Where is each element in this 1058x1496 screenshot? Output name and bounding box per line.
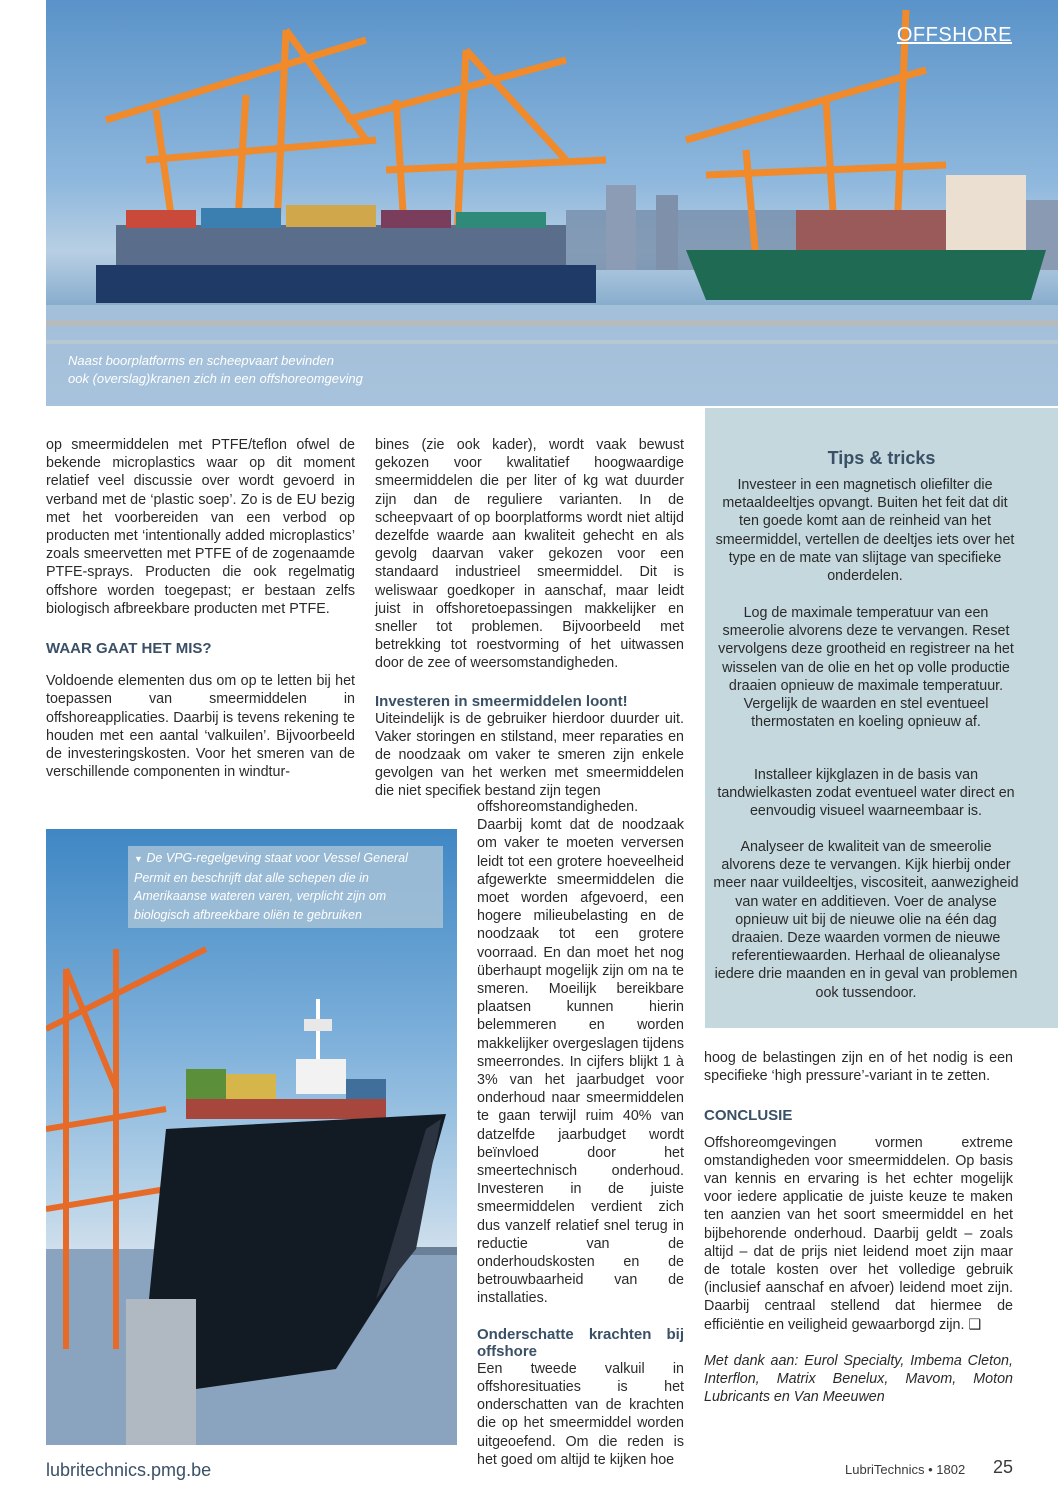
tips-title: Tips & tricks: [827, 448, 936, 468]
hero-caption-line: Naast boorplatforms en scheepvaart bevinden: [68, 353, 334, 368]
column-1: [46, 436, 355, 781]
caret-down-icon: ▼: [134, 854, 143, 864]
tips-box: [705, 408, 1058, 1028]
subheading: Onderschatte krachten bij offshore: [477, 1325, 684, 1360]
hero-caption-line: ook (overslag)kranen zich in een offshoreomgeving: [68, 371, 363, 386]
tip-item: Log de maximale temperatuur van een smeerolie alvorens deze te vervangen. Reset vervolgens deze grootheid en registreer na het wisselen van de olie en het op volle productie draaien opnieuw de maximale temperatuur. Vergelijk de waarden en stel eventueel thermostaten en koeling opnieuw af.: [718, 605, 1014, 731]
footer-url[interactable]: lubritechnics.pmg.be: [46, 1460, 212, 1480]
subheading: Investeren in smeermiddelen loont!: [375, 692, 628, 710]
body-paragraph: Voldoende elementen dus om op te letten bij het toepassen van smeermiddelen in offshoreapplicaties. Daarbij is tevens rekening te houden met een aantal ‘valkuilen’. Bijvoorbeeld de investeringskosten. Voor het smeren van de verschillende componenten in windtur-: [46, 673, 355, 781]
section-label: OFFSHORE: [896, 24, 1012, 46]
body-paragraph: Een tweede valkuil in offshoresituaties is het onderschatten van de krachten die op het smeermiddel worden uitgeoefend. Om die reden is het goed om altijd te kijken hoe: [477, 1360, 684, 1468]
end-mark-icon: ❑: [968, 1316, 982, 1333]
body-paragraph: bines (zie ook kader), wordt vaak bewust gekozen voor kwalitatief hoogwaardige smeermiddelen die per liter of kg wat duurder zijn dan de reguliere varianten. In de scheepvaart of op boorplatforms wordt niet altijd dezelfde waarde aan kwaliteit gehecht en als gevolg daarvan vaker gekozen voor een standaard industrieel smeermiddel. Dit is weliswaar goedkoper in aanschaf, maar leidt juist in offshoretoepassingen makkelijker en sneller tot problemen. Bijvoorbeeld met betrekking tot roestvorming of het uitwassen door de zee of weersomstandigheden.: [375, 437, 684, 672]
tip-item: Installeer kijkglazen in de basis van tandwielkasten zodat eventueel water direct en eenvoudig visueel waarneembaar is.: [717, 767, 1015, 820]
body-paragraph: hoog de belastingen zijn en of het nodig is een specifieke ‘high pressure’-variant in te zetten.: [704, 1050, 1013, 1085]
body-paragraph: [704, 1134, 1013, 1334]
body-paragraph: Uiteindelijk is de gebruiker hierdoor duurder uit. Vaker storingen en stilstand, meer reparaties en de noodzaak om vaker te smeren zijn enkele gevolgen van het werken met smeermiddelen die niet specifiek bestand zijn tegen: [375, 710, 684, 800]
column-2: [375, 436, 684, 801]
ship-photo: [46, 829, 457, 1445]
hero-photo: [46, 0, 1058, 406]
ship-caption: [134, 849, 436, 924]
tip-item: Analyseer de kwaliteit van de smeerolie alvorens deze te vervangen. Kijk hierbij onder meer naar vuildeeltjes, viscositeit, aanwezigheid van water en additieven. Voer de analyse opnieuw uit bij de nieuwe olie na één dag draaien. Deze waarden vormen de nieuwe referentiewaarden. Herhaal de olieanalyse iedere drie maanden en in geval van problemen ook tussendoor.: [713, 839, 1019, 1001]
hero-caption: [68, 352, 408, 388]
footer-magazine: LubriTechnics • 1802: [845, 1462, 966, 1477]
body-paragraph: offshoreomstandigheden. Daarbij komt dat de noodzaak om vaker te moeten verversen leidt tot een grotere hoeveelheid afgewerkte smeermiddelen die moet worden afgevoerd, een hogere milieubelasting en de noodzaak tot een grotere voorraad. En dan moet het nog überhaupt mogelijk zijn om na te smeren. Moeilijk bereikbare plaatsen kunnen hierin belemmeren en worden makkelijker overgeslagen tijdens smeerrondes. In cijfers blijkt 1 à 3% van het jaarbudget voor onderhoud naar smeermiddelen te gaan terwijl ruim 40% van datzelfde jaarbudget wordt beïnvloed door het smeertechnisch onderhoud. Investeren in de juiste smeermiddelen verdient zich dus vanzelf relatief snel terug in reductie van de onderhoudskosten en de betrouwbaarheid van de installaties.: [477, 799, 684, 1307]
ship-caption-text: De VPG-regelgeving staat voor Vessel General Permit en beschrijft dat alle schepen die in Amerikaanse wateren varen, verplicht zijn om biologisch afbreekbare oliën te gebruiken: [134, 851, 408, 922]
harbor-cranes-illustration: [46, 0, 1058, 406]
section-heading: WAAR GAAT HET MIS?: [46, 640, 212, 658]
column-2-continued: [477, 798, 684, 1469]
section-heading: CONCLUSIE: [704, 1107, 793, 1125]
column-3: [704, 1049, 1013, 1406]
body-paragraph: op smeermiddelen met PTFE/teflon ofwel de bekende microplastics waar op dit moment relatief veel discussie over wordt gevoerd in verband met de ‘plastic soep’. Zo is de EU bezig met het voorbereiden van een verbod op producten met ‘intentionally added microplastics’ zoals smeervetten met PTFE of de zogenaamde PTFE-sprays. Producten die ook regelmatig offshore worden toegepast; er bestaan zelfs biologisch afbreekbare producten met PTFE.: [46, 437, 355, 617]
conclusion-text: Offshoreomgevingen vormen extreme omstandigheden voor smeermiddelen. Op basis van kennis en ervaring is het echter mogelijk voor iedere applicatie de juiste keuze te maken ten aanzien van het soort smeermiddel en het bijbehorende onderhoud. Daarbij geldt – zoals altijd – dat de prijs niet leidend moet zijn maar de totale kosten over het volledige gebruik (inclusief aanschaf en afvoer) leidend moet zijn. Daarbij centraal stellend dat hiermee de efficiëntie en veiligheid gewaarborgd zijn.: [704, 1134, 1013, 1333]
page-number: 25: [993, 1457, 1014, 1477]
tip-item: Investeer in een magnetisch oliefilter die metaaldeeltjes opvangt. Buiten het feit dat dit ten goede komt aan de reinheid van het smeermiddel, vertellen de deeltjes iets over het type en de mate van slijtage van specifieke onderdelen.: [715, 477, 1015, 585]
ship-caption-box: [128, 846, 443, 928]
acknowledgements: Met dank aan: Eurol Specialty, Imbema Cleton, Interflon, Matrix Benelux, Mavom, Moton Lubricants en Van Meeuwen: [704, 1352, 1013, 1406]
